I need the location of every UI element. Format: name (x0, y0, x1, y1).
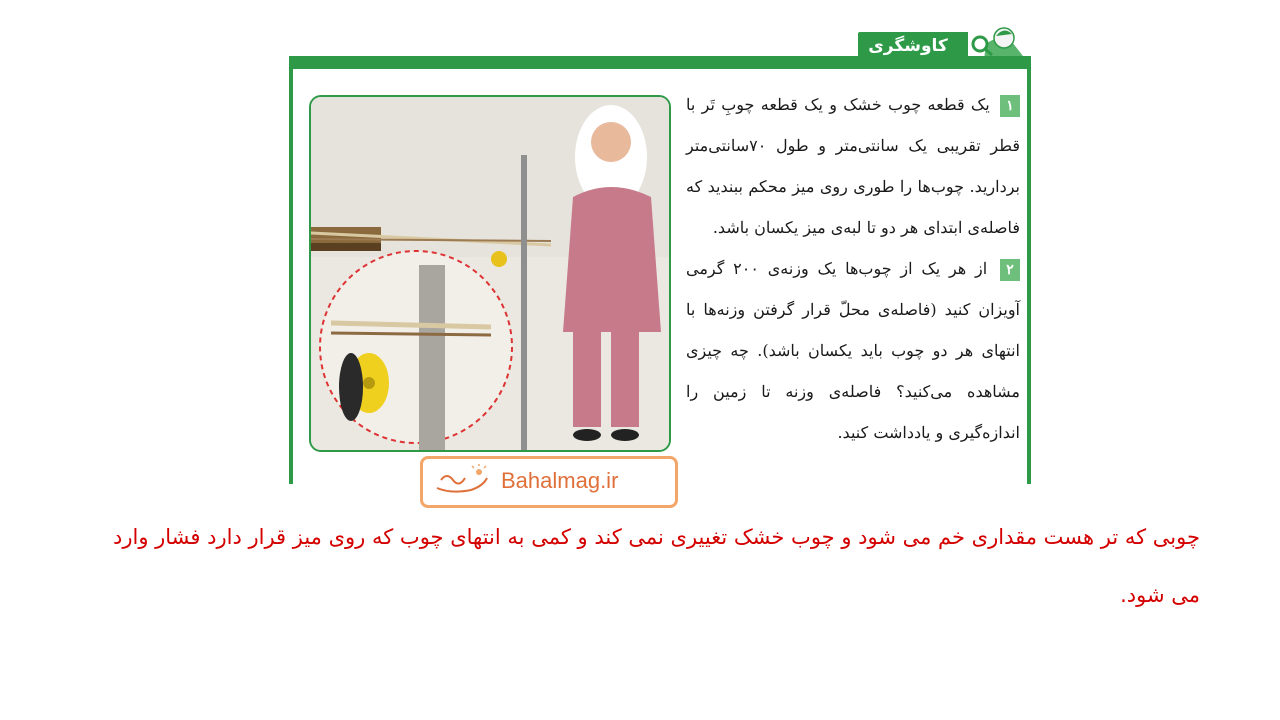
bahalmag-logo-icon (431, 464, 493, 500)
watermark-site: Bahalmag.ir (501, 468, 619, 493)
step-text: یک قطعه چوب خشک و یک قطعه چوبِ تَر با قطر تقریبی یک سانتی‌متر و طول ۷۰سانتی‌متر بردارید. چوب‌ها را طوری روی میز محکم ببندید که فاصله‌ی ابتدای هر دو تا لبه‌ی میز یکسان باشد. (686, 95, 1020, 237)
answer-text: چوبی که تر هست مقداری خم می شود و چوب خشک تغییری نمی کند و کمی به انتهای چوب که روی میز قرار دارد فشار وارد می شود. (113, 525, 1200, 607)
experiment-photo (309, 95, 671, 452)
scientist-magnifier-icon (964, 24, 1030, 60)
step-1 (686, 84, 1020, 248)
section-header (858, 24, 1030, 60)
step-text: از هر یک از چوب‌ها یک وزنه‌ی ۲۰۰ گرمی آویزان کنید (فاصله‌ی محلّ قرار گرفتن وزنه‌ها با انتهای هر دو چوب باید یکسان باشد). چه چیزی مشاهده می‌کنید؟ فاصله‌ی وزنه تا زمین را اندازه‌گیری و یادداشت کنید. (686, 259, 1020, 442)
step-number-badge: ۱ (1000, 95, 1020, 117)
step-number-badge: ۲ (1000, 259, 1020, 281)
watermark-badge (420, 456, 678, 508)
activity-steps (686, 84, 1020, 453)
section-title: کاوشگری (868, 36, 948, 56)
experiment-illustration (311, 97, 669, 450)
step-2 (686, 248, 1020, 453)
